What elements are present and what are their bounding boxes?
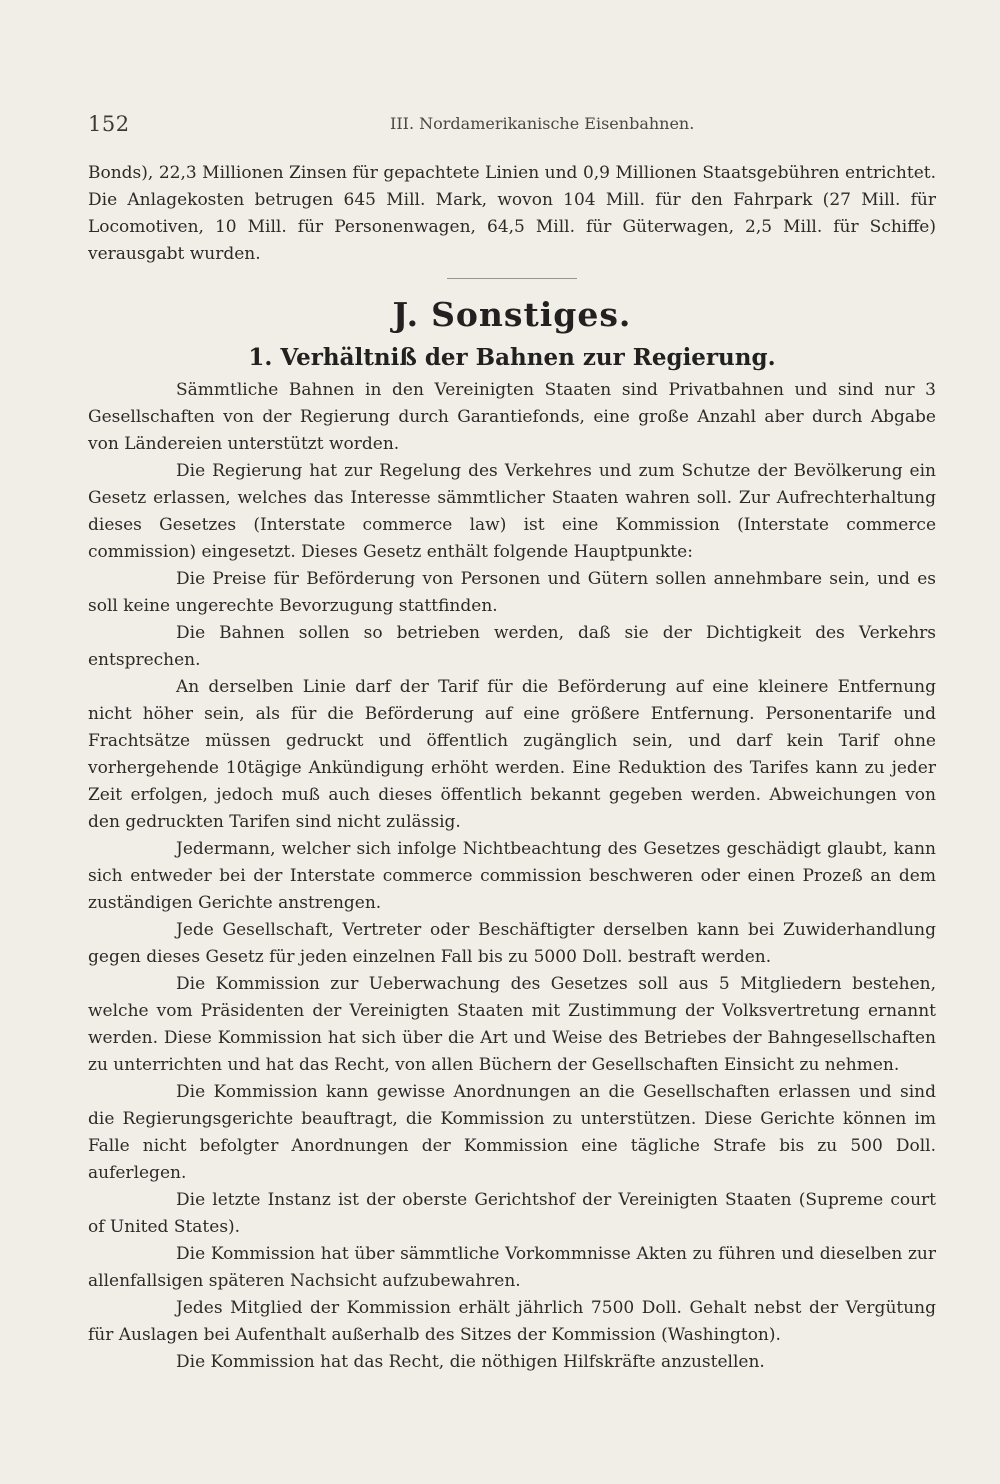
body-paragraph: Die Kommission zur Ueberwachung des Gesetzes soll aus 5 Mitgliedern bestehen, welche vom Präsidenten der Vereinigten Staaten mit Zustimmung der Volksvertretung ernannt werden. Diese Kommission hat sich über die Art und Weise des Betriebes der Bahngesellschaften zu unterrichten und hat das Recht, von allen Büchern der Gesellschaften Einsicht zu nehmen. xyxy=(88,974,936,1075)
running-head: III. Nordamerikanische Eisenbahnen. xyxy=(390,114,695,133)
body-paragraph: Die Kommission kann gewisse Anordnungen an die Gesellschaften erlassen und sind die Regierungsgerichte beauftragt, die Kommission zu unterstützen. Diese Gerichte können im Falle nicht befolgter Anordnungen der Kommission eine tägliche Strafe bis zu 500 Doll. auferlegen. xyxy=(88,1082,936,1183)
body-paragraph: An derselben Linie darf der Tarif für die Beförderung auf eine kleinere Entfernung nicht höher sein, als für die Beförderung auf eine größere Entfernung. Personentarife und Frachtsätze müssen gedruckt und öffentlich zugänglich sein, und darf kein Tarif ohne vorhergehende 10tägige Ankündigung erhöht werden. Eine Reduktion des Tarifes kann zu jeder Zeit erfolgen, jedoch muß auch dieses öffentlich bekannt gegeben werden. Abweichungen von den gedruckten Tarifen sind nicht zulässig. xyxy=(88,677,936,832)
page-content xyxy=(88,160,936,1376)
section-letter: J. xyxy=(392,295,420,334)
subsection-number: 1. xyxy=(248,344,273,371)
body-paragraph: Die Kommission hat das Recht, die nöthigen Hilfskräfte anzustellen. xyxy=(176,1352,765,1372)
body-paragraph: Die Bahnen sollen so betrieben werden, daß sie der Dichtigkeit des Verkehrs entsprechen. xyxy=(88,623,936,670)
body-paragraph: Sämmtliche Bahnen in den Vereinigten Staaten sind Privatbahnen und sind nur 3 Gesellschaften von der Regierung durch Garantiefonds, eine große Anzahl aber durch Abgabe von Ländereien unterstützt worden. xyxy=(88,380,936,454)
body-paragraph: Die Kommission hat über sämmtliche Vorkommnisse Akten zu führen und dieselben zur allenfallsigen späteren Nachsicht aufzubewahren. xyxy=(88,1244,936,1291)
subsection-heading xyxy=(88,341,936,375)
intro-paragraph: Bonds), 22,3 Millionen Zinsen für gepachtete Linien und 0,9 Millionen Staatsgebühren entrichtet. Die Anlagekosten betrugen 645 Mill. Mark, wovon 104 Mill. für den Fahrpark (27 Mill. für Locomotiven, 10 Mill. für Personenwagen, 64,5 Mill. für Güterwagen, 2,5 Mill. für Schiffe) verausgabt wurden. xyxy=(88,163,936,264)
body-paragraph: Jedermann, welcher sich infolge Nichtbeachtung des Gesetzes geschädigt glaubt, kann sich entweder bei der Interstate commerce commission beschweren oder einen Prozeß an dem zuständigen Gerichte anstrengen. xyxy=(88,839,936,913)
section-divider xyxy=(447,278,577,279)
page-number: 152 xyxy=(88,112,130,136)
body-paragraph: Die letzte Instanz ist der oberste Gerichtshof der Vereinigten Staaten (Supreme court of United States). xyxy=(88,1190,936,1237)
body-paragraph: Jedes Mitglied der Kommission erhält jährlich 7500 Doll. Gehalt nebst der Vergütung für Auslagen bei Aufenthalt außerhalb des Sitzes der Kommission (Washington). xyxy=(88,1298,936,1345)
page-header xyxy=(88,112,936,142)
section-heading xyxy=(88,293,936,337)
body-paragraph: Jede Gesellschaft, Vertreter oder Beschäftigter derselben kann bei Zuwiderhandlung gegen dieses Gesetz für jeden einzelnen Fall bis zu 5000 Doll. bestraft werden. xyxy=(88,920,936,967)
body-paragraph: Die Preise für Beförderung von Personen und Gütern sollen annehmbare sein, und es soll keine ungerechte Bevorzugung stattfinden. xyxy=(88,569,936,616)
section-title: Sonstiges. xyxy=(431,295,632,334)
body-paragraph: Die Regierung hat zur Regelung des Verkehres und zum Schutze der Bevölkerung ein Gesetz erlassen, welches das Interesse sämmtlicher Staaten wahren soll. Zur Aufrechterhaltung dieses Gesetzes (Interstate commerce law) ist eine Kommission (Interstate commerce commission) eingesetzt. Dieses Gesetz enthält folgende Hauptpunkte: xyxy=(88,461,936,562)
subsection-title: Verhältniß der Bahnen zur Regierung. xyxy=(280,344,776,371)
